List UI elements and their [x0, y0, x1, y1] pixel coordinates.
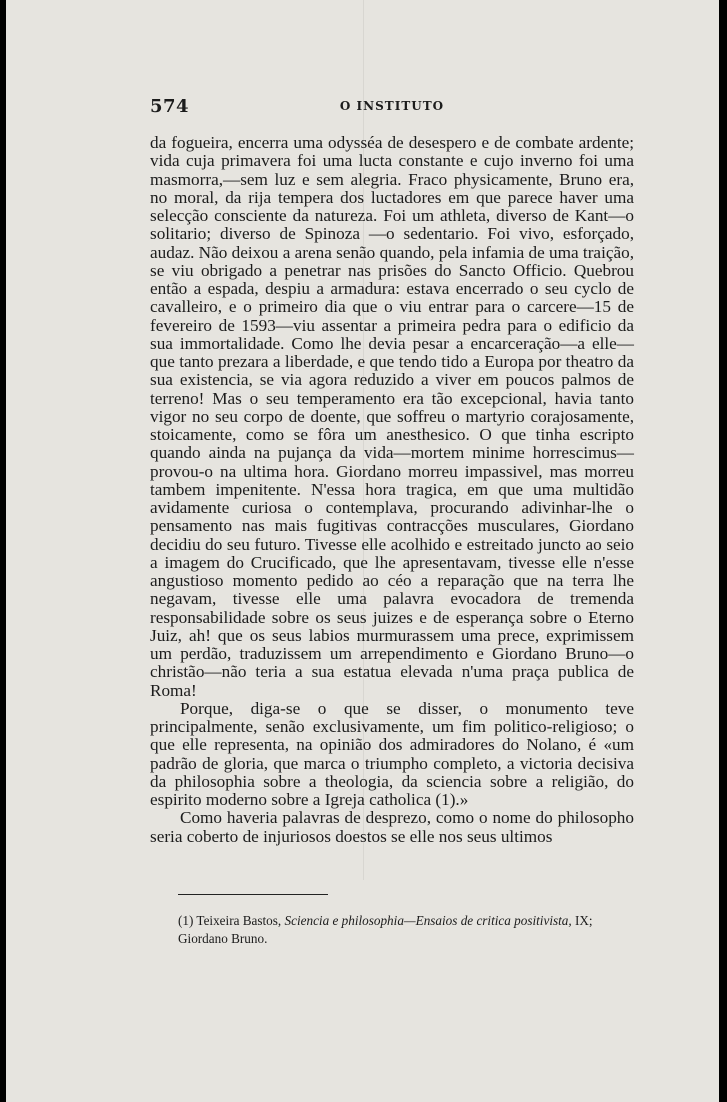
- running-title: O INSTITUTO: [339, 99, 445, 113]
- footnote-rest: IX; Giordano Bruno.: [178, 913, 593, 946]
- paragraph-2: Porque, diga-se o que se disser, o monumento teve principalmente, senão exclusivamente, um fim politico-religioso; o que elle representa, na opinião dos admiradores do Nolano, é «um padrão de gloria, que marca o triumpho completo, a victoria decisiva da philosophia sobre a theologia, da sciencia sobre a religião, do espirito moderno sobre a Igreja catholica (1).»: [150, 698, 634, 809]
- paragraph-3: Como haveria palavras de desprezo, como o nome do philosopho seria coberto de injuriosos doestos se elle nos seus ultimos: [150, 808, 634, 846]
- paragraph-1: da fogueira, encerra uma odysséa de desespero e de combate ardente; vida cuja primavera foi uma lucta constante e cujo inverno foi uma masmorra,—sem luz e sem alegria. Fraco physicamente, Bruno era, no moral, da rija tempera dos luctadores em que parece haver uma selecção consciente da natureza. Foi um athleta, diverso de Kant—o solitario; diverso de Spinoza —o sedentario. Foi vivo, esforçado, audaz. Não deixou a arena senão quando, pela infamia de uma traição, se viu obrigado a penetrar nas prisões do Sancto Officio. Quebrou então a espada, despiu a armadura: estava encerrado o seu cyclo de cavalleiro, e o primeiro dia que o viu entrar para o carcere—15 de fevereiro de 1593—viu assentar a primeira pedra para o edificio da sua immortalidade. Como lhe devia pesar a encarceração—a elle—que tanto prezara a liberdade, e que tendo tido a Europa por theatro da sua existencia, se via agora reduzido a viver em poucos palmos de terreno! Mas o seu temperamento era tão excepcional, havia tanto vigor no seu corpo de doente, que soffreu o martyrio corajosamente, stoicamente, como se fôra um anesthesico. O que tinha escripto quando ainda na pujança da vida—mortem minime horrescimus—provou-o na ultima hora. Giordano morreu impassivel, mas morreu tambem impenitente. N'essa hora tragica, em que uma multidão avidamente curiosa o contemplava, procurando adivinhar-lhe o pensamento nas mais fugitivas contracções musculares, Giordano decidiu do seu futuro. Tivesse elle acolhido e estreitado juncto ao seio a imagem do Crucificado, que lhe apresentavam, tivesse elle n'esse angustioso momento pedido ao céo a reparação que na terra lhe negavam, tivesse elle uma palavra evocadora de tremenda responsabilidade sobre os seus juizes e de esperança sobre o Eterno Juiz, ah! que os seus labios murmurassem uma prece, exprimissem um perdão, traduzissem um arrependimento e Giordano Bruno—o christão—não teria a sua estatua elevada n'uma praça publica de Roma!: [150, 133, 634, 700]
- page-header: [150, 96, 634, 118]
- book-page: [6, 0, 719, 1102]
- footnote-rule: [178, 894, 328, 895]
- page-number: 574: [150, 96, 190, 117]
- footnote-marker: (1) Teixeira Bastos,: [178, 913, 282, 928]
- footnote-title: Sciencia e philosophia—Ensaios de critica positivista,: [284, 913, 572, 928]
- footnote: [178, 912, 634, 948]
- body-text: [150, 134, 634, 846]
- scan-edge: [719, 0, 727, 1102]
